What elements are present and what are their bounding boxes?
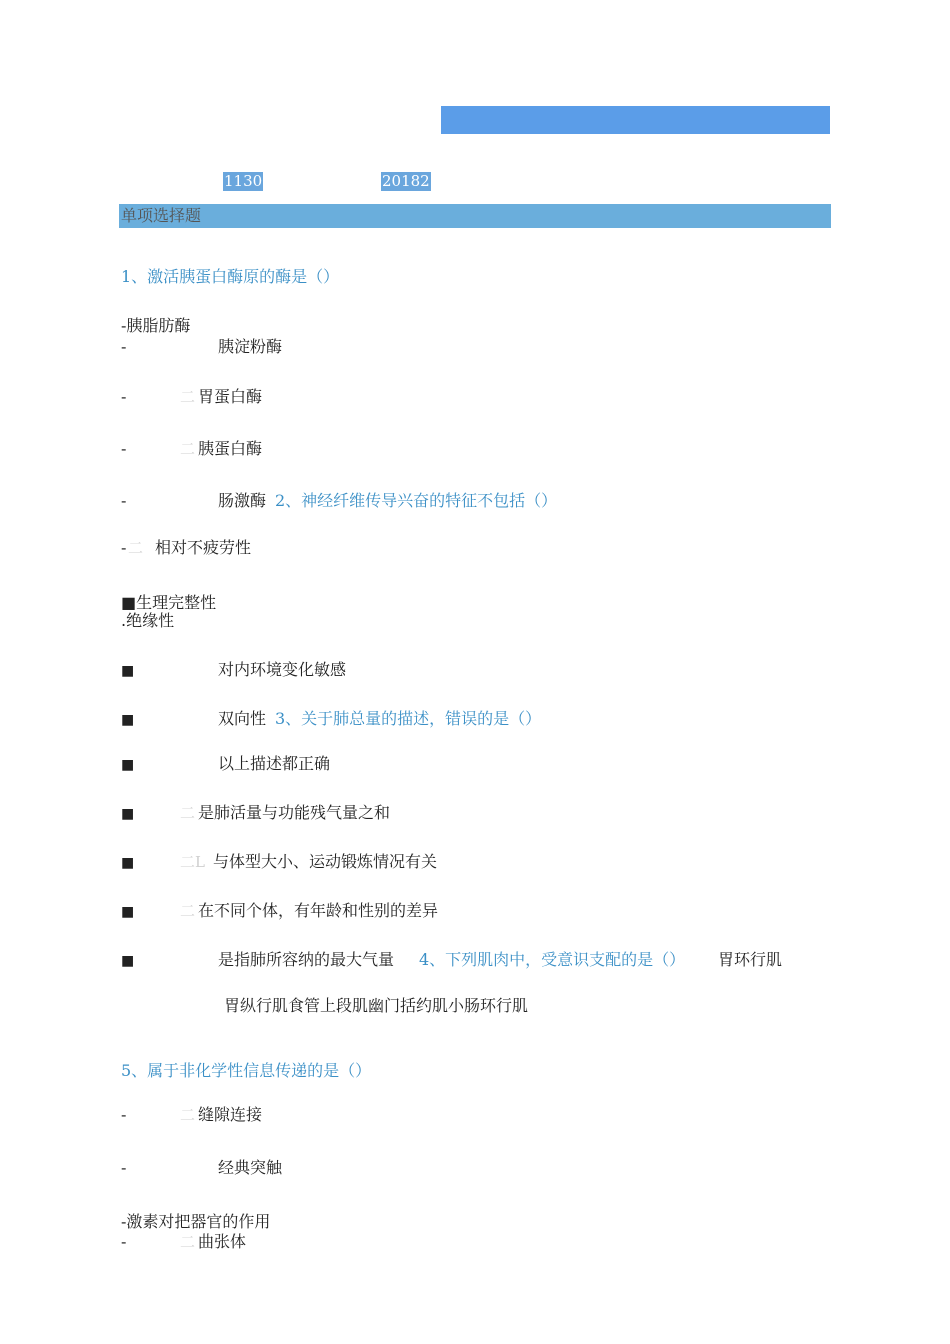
q3-option-b[interactable]: 是肺活量与功能残气量之和 [198, 803, 391, 822]
q2-option-e[interactable]: 双向性 [218, 709, 267, 728]
section-title: 单项选择题 [121, 206, 202, 225]
q5-option-b[interactable]: 经典突触 [218, 1158, 283, 1177]
placeholder-box: 二 [180, 440, 196, 458]
q2-option-b[interactable]: ■生理完整性 [121, 593, 217, 612]
q5-option-c[interactable]: -激素对把器官的作用 [121, 1212, 271, 1231]
question-2-stem: 2、神经纤维传导兴奋的特征不包括（） [275, 491, 558, 510]
dash-marker: - [121, 1158, 127, 1177]
q1-option-b[interactable]: 胰淀粉酶 [218, 337, 283, 356]
q5-option-a[interactable]: 缝隙连接 [198, 1105, 263, 1124]
course-code: 1130 [224, 172, 263, 190]
dash-marker: - [121, 491, 127, 510]
question-5-stem: 5、属于非化学性信息传递的是（） [121, 1061, 372, 1080]
q5-option-d[interactable]: 曲张体 [198, 1232, 247, 1251]
q1-option-a[interactable]: -胰脂肪酶 [121, 316, 191, 335]
placeholder-box: 二 [180, 1233, 196, 1251]
question-3-stem: 3、关于肺总量的描述，错误的是（） [275, 709, 542, 728]
placeholder-box: 二 [180, 804, 196, 822]
q4-options-line[interactable]: 胃纵行肌食管上段肌幽门括约肌小肠环行肌 [224, 996, 529, 1015]
placeholder-box: 二 [128, 539, 144, 557]
placeholder-box: 二 [180, 902, 196, 920]
dash-marker: - [121, 337, 127, 356]
q4-option-a[interactable]: 胃环行肌 [718, 950, 783, 969]
bullet-square: ■ [121, 806, 135, 822]
q3-option-d[interactable]: 在不同个体，有年龄和性别的差异 [198, 901, 439, 920]
bullet-square: ■ [121, 904, 135, 920]
q2-option-d[interactable]: 对内环境变化敏感 [218, 660, 347, 679]
q1-option-e[interactable]: 肠激酶 [218, 491, 267, 510]
q2-option-a[interactable]: 相对不疲劳性 [155, 538, 252, 557]
dash-marker: - [121, 387, 127, 406]
q3-option-e[interactable]: 是指肺所容纳的最大气量 [218, 950, 395, 969]
q3-option-a[interactable]: 以上描述都正确 [218, 754, 331, 773]
header-banner [441, 106, 830, 134]
bullet-square: ■ [121, 757, 135, 773]
exam-year: 20182 [382, 172, 430, 190]
q1-option-d[interactable]: 胰蛋白酶 [198, 439, 263, 458]
question-4-stem: 4、下列肌肉中，受意识支配的是（） [419, 950, 686, 969]
placeholder-box: 二 [180, 1106, 196, 1124]
bullet-square: ■ [121, 855, 135, 871]
section-bar [119, 204, 831, 228]
q1-option-c[interactable]: 胃蛋白酶 [198, 387, 263, 406]
bullet-square: ■ [121, 953, 135, 969]
q2-option-c[interactable]: .绝缘性 [121, 611, 175, 630]
dash-marker: - [121, 538, 127, 557]
q3-option-c[interactable]: 与体型大小、运动锻炼情况有关 [213, 852, 438, 871]
bullet-square: ■ [121, 663, 135, 679]
placeholder-box: 二 [180, 388, 196, 406]
placeholder-box: 二L [180, 853, 205, 871]
dash-marker: - [121, 1105, 127, 1124]
dash-marker: - [121, 439, 127, 458]
dash-marker: - [121, 1232, 127, 1251]
question-1-stem: 1、激活胰蛋白酶原的酶是（） [121, 267, 340, 286]
bullet-square: ■ [121, 712, 135, 728]
